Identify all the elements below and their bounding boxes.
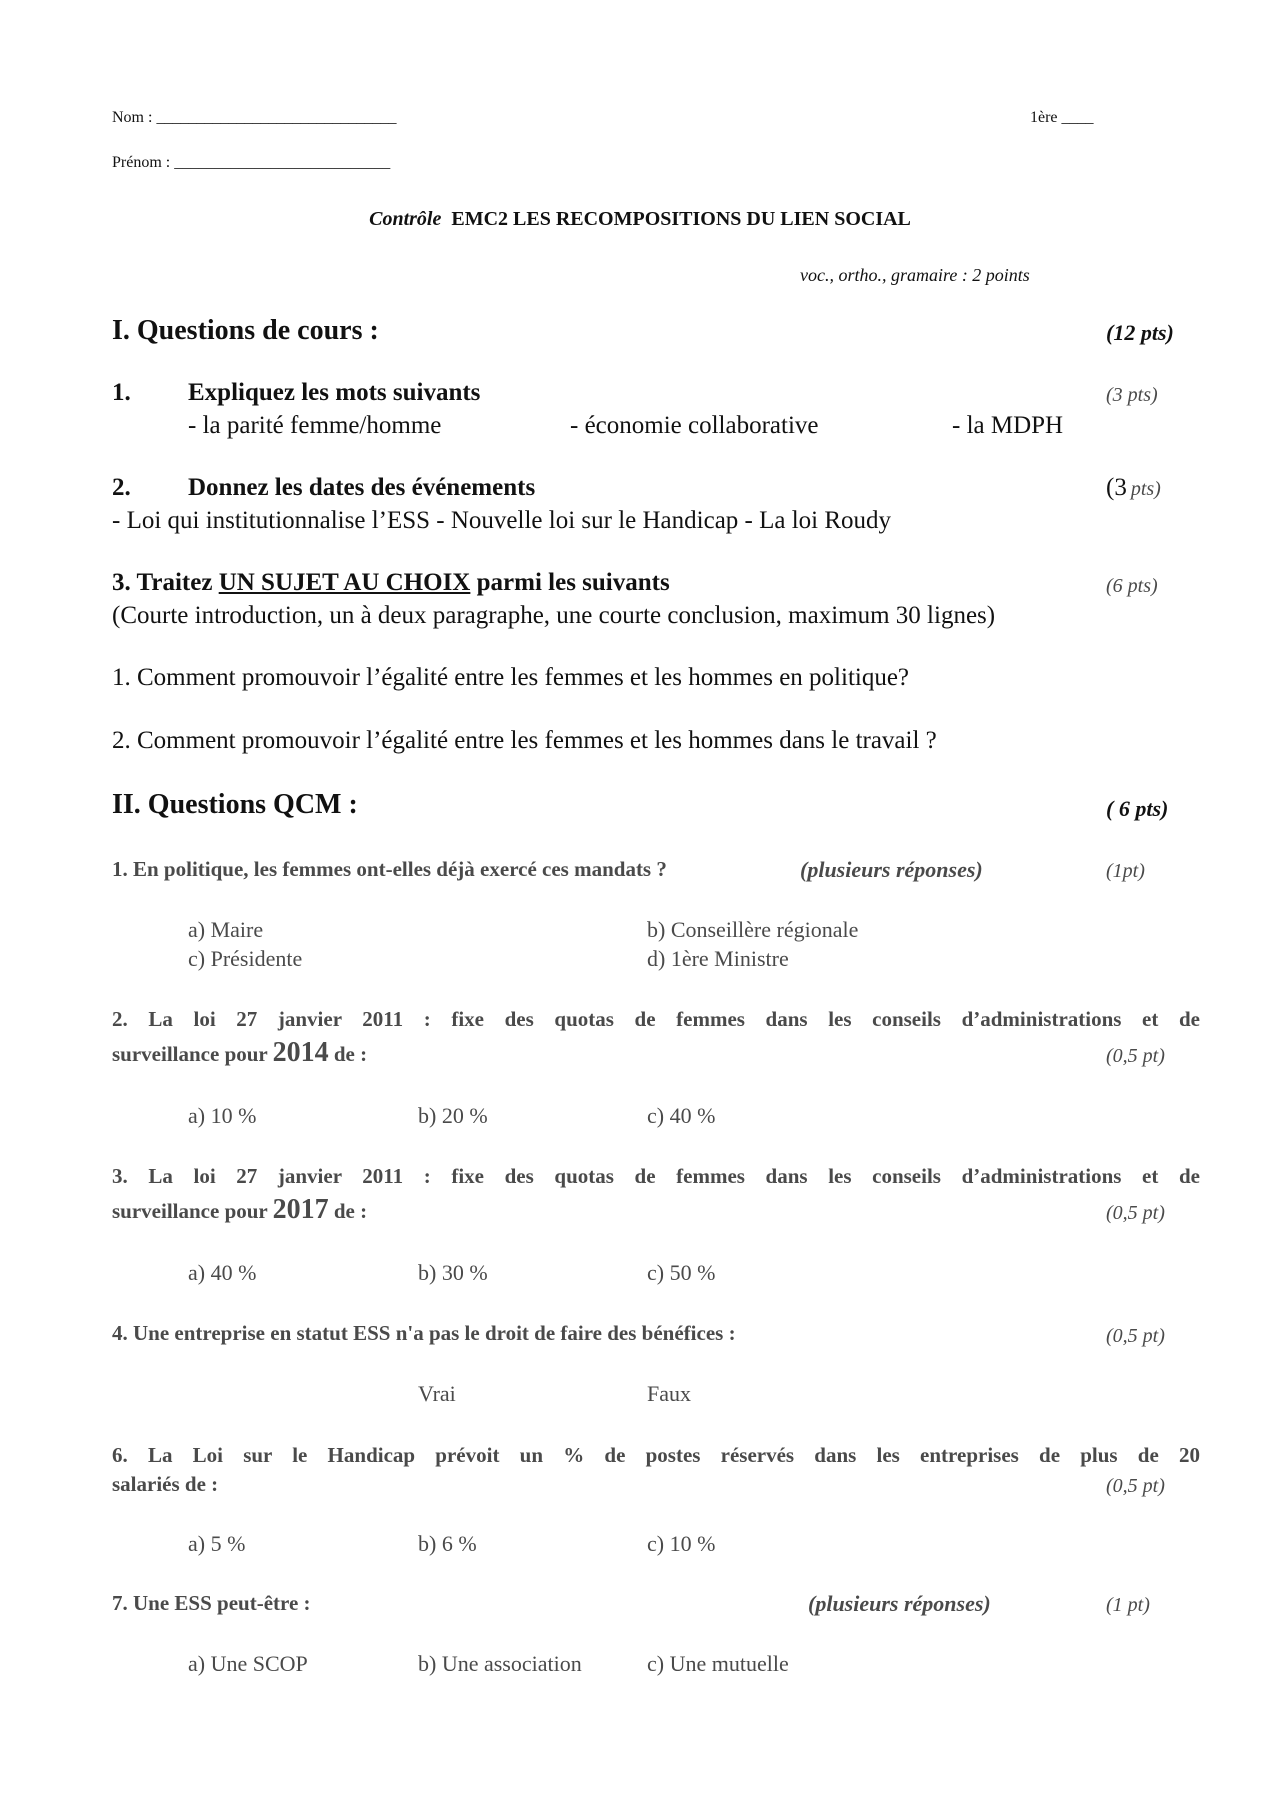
prenom-field: Prénom : ___________________________ [112, 154, 391, 171]
q1-item-2: - économie collaborative [570, 412, 819, 439]
qcm4-points: (0,5 pt) [1106, 1325, 1165, 1347]
q1-points: (3 pts) [1106, 384, 1158, 406]
qcm2-points: (0,5 pt) [1106, 1045, 1165, 1067]
title-main: EMC2 LES RECOMPOSITIONS DU LIEN SOCIAL [451, 208, 911, 230]
qcm1-option-d[interactable]: d) 1ère Ministre [647, 946, 789, 971]
qcm2-year: 2014 [272, 1037, 329, 1068]
q3-text-before: 3. Traitez [112, 569, 213, 596]
qcm7-note: (plusieurs réponses) [808, 1591, 991, 1616]
qcm3-line2-after: de : [333, 1199, 368, 1223]
qcm3-option-b[interactable]: b) 30 % [418, 1260, 488, 1285]
q3-text-after: parmi les suivants [476, 569, 670, 596]
qcm3-line2-before: surveillance pour [112, 1199, 268, 1223]
qcm1-note: (plusieurs réponses) [800, 857, 983, 882]
q3-subject-2: 2. Comment promouvoir l’égalité entre les femmes et les hommes dans le travail ? [112, 727, 937, 754]
qcm4-text: 4. Une entreprise en statut ESS n'a pas le droit de faire des bénéfices : [112, 1321, 736, 1345]
qcm3-year: 2017 [272, 1194, 329, 1225]
qcm7-points: (1 pt) [1106, 1594, 1150, 1616]
section1-points: (12 pts) [1106, 320, 1174, 345]
qcm3-option-c[interactable]: c) 50 % [647, 1260, 716, 1285]
q3-points: (6 pts) [1106, 575, 1158, 597]
q2-items: - Loi qui institutionnalise l’ESS - Nouvelle loi sur le Handicap - La loi Roudy [112, 507, 892, 534]
qcm7-option-b[interactable]: b) Une association [418, 1651, 582, 1676]
q1-item-3: - la MDPH [952, 412, 1064, 439]
qcm2-option-b[interactable]: b) 20 % [418, 1103, 488, 1128]
title-italic: Contrôle [369, 208, 442, 230]
qcm4-option-faux[interactable]: Faux [647, 1381, 691, 1406]
qcm7-option-a[interactable]: a) Une SCOP [188, 1651, 308, 1676]
qcm6-option-c[interactable]: c) 10 % [647, 1531, 716, 1556]
qcm1-option-c[interactable]: c) Présidente [188, 946, 303, 971]
section2-points: ( 6 pts) [1106, 796, 1169, 821]
section2-heading: II. Questions QCM : [112, 789, 358, 820]
qcm7-option-c[interactable]: c) Une mutuelle [647, 1651, 789, 1676]
qcm6-option-b[interactable]: b) 6 % [418, 1531, 477, 1556]
qcm1-option-a[interactable]: a) Maire [188, 917, 264, 942]
q1-item-1: - la parité femme/homme [188, 412, 442, 439]
qcm2-option-a[interactable]: a) 10 % [188, 1103, 257, 1128]
q1-number: 1. [112, 379, 131, 406]
page-title [0, 207, 1280, 231]
qcm3-line-2 [112, 1193, 367, 1227]
q3-subject-1: 1. Comment promouvoir l’égalité entre les femmes et les hommes en politique? [112, 664, 910, 691]
qcm6-points: (0,5 pt) [1106, 1475, 1165, 1497]
nom-field: Nom : ______________________________ [112, 109, 397, 126]
section1-heading: I. Questions de cours : [112, 315, 379, 346]
qcm1-option-b[interactable]: b) Conseillère régionale [647, 917, 859, 942]
q1-text: Expliquez les mots suivants [188, 379, 481, 406]
qcm3-line-1: 3. La loi 27 janvier 2011 : fixe des quotas de femmes dans les conseils d’administrations et de [112, 1164, 1200, 1188]
q3-text-underline: UN SUJET AU CHOIX [218, 569, 471, 596]
qcm1-points: (1pt) [1106, 860, 1145, 882]
q3-instructions: (Courte introduction, un à deux paragraphe, une courte conclusion, maximum 30 lignes) [112, 602, 996, 629]
q2-number: 2. [112, 474, 131, 501]
q2-points [1106, 473, 1161, 503]
qcm2-line2-after: de : [333, 1042, 368, 1066]
qcm2-option-c[interactable]: c) 40 % [647, 1103, 716, 1128]
qcm3-option-a[interactable]: a) 40 % [188, 1260, 257, 1285]
qcm7-text: 7. Une ESS peut-être : [112, 1591, 311, 1615]
qcm6-option-a[interactable]: a) 5 % [188, 1531, 246, 1556]
qcm2-line2-before: surveillance pour [112, 1042, 268, 1066]
qcm3-points: (0,5 pt) [1106, 1202, 1165, 1224]
grading-note: voc., ortho., gramaire : 2 points [800, 265, 1030, 285]
qcm6-line-1: 6. La Loi sur le Handicap prévoit un % de postes réservés dans les entreprises de plus de 20 [112, 1443, 1200, 1467]
q2-text: Donnez les dates des événements [188, 474, 536, 501]
qcm2-line-1: 2. La loi 27 janvier 2011 : fixe des quotas de femmes dans les conseils d’administrations et de [112, 1007, 1200, 1031]
q2-points-unit: pts) [1130, 478, 1161, 500]
qcm1-text: 1. En politique, les femmes ont-elles déjà exercé ces mandats ? [112, 857, 667, 881]
q2-points-num: (3 [1106, 474, 1127, 501]
qcm4-option-vrai[interactable]: Vrai [418, 1381, 456, 1406]
q3-heading [112, 568, 670, 598]
classe-field: 1ère ____ [1030, 109, 1094, 126]
qcm2-line-2 [112, 1036, 367, 1070]
qcm6-line-2: salariés de : [112, 1472, 219, 1496]
